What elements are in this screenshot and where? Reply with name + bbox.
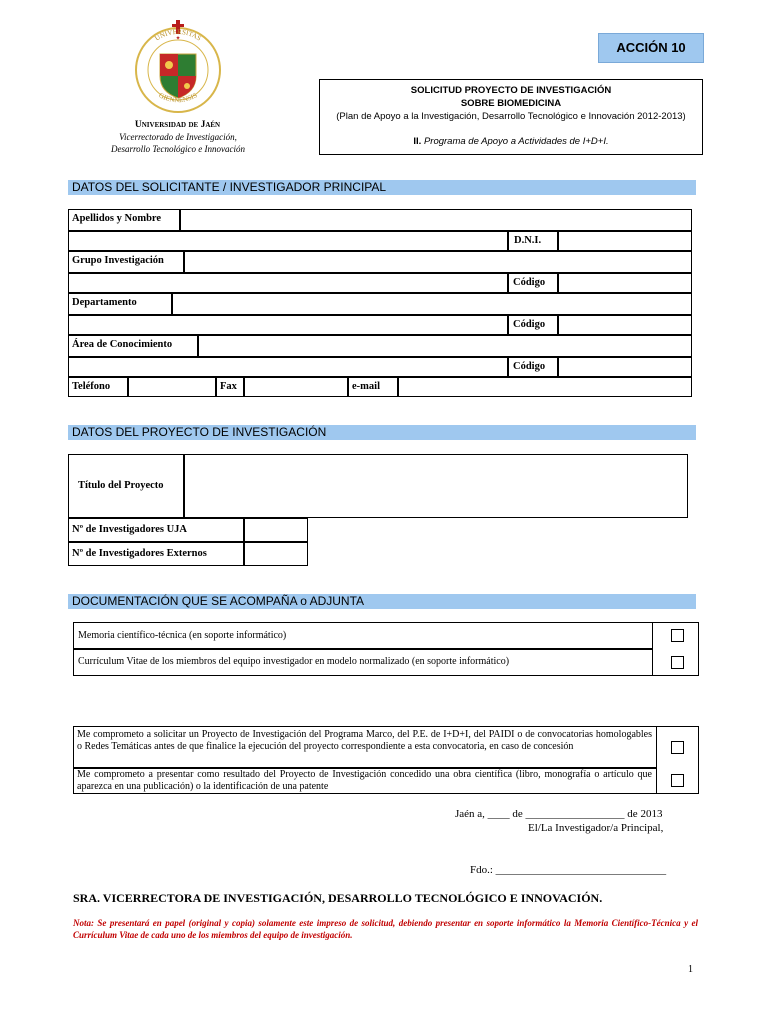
solicitud-title-line1: SOLICITUD PROYECTO DE INVESTIGACIÓN bbox=[410, 85, 612, 96]
dni-field[interactable] bbox=[558, 231, 692, 251]
page-number: 1 bbox=[688, 964, 693, 975]
destinatario: SRA. VICERRECTORA DE INVESTIGACIÓN, DESARROLLO TECNOLÓGICO E INNOVACIÓN. bbox=[73, 891, 603, 905]
solicitud-title-line2: SOBRE BIOMEDICINA bbox=[460, 98, 562, 109]
doc-item-1-label: Memoria científico-técnica (en soporte informático) bbox=[78, 630, 287, 641]
area-codigo-field[interactable] bbox=[558, 357, 692, 377]
doc-item-1-checkbox[interactable] bbox=[671, 629, 684, 642]
logo-top-text: UNIVERSITAS bbox=[153, 27, 203, 43]
email-label: e-mail bbox=[352, 381, 380, 392]
section-proyecto: DATOS DEL PROYECTO DE INVESTIGACIÓN bbox=[68, 425, 696, 440]
cargo-line: El/La Investigador/a Principal, bbox=[528, 822, 664, 834]
departamento-codigo-field[interactable] bbox=[558, 315, 692, 335]
plan-text: (Plan de Apoyo a la Investigación, Desarrollo Tecnológico e Innovación 2012-2013) bbox=[336, 111, 686, 122]
uja-label: Nº de Investigadores UJA bbox=[72, 524, 187, 535]
departamento-field[interactable] bbox=[172, 293, 692, 315]
titulo-field[interactable] bbox=[184, 454, 688, 518]
externos-field[interactable] bbox=[244, 542, 308, 566]
departamento-extra-field[interactable] bbox=[68, 315, 508, 335]
titulo-label: Título del Proyecto bbox=[78, 480, 164, 491]
university-logo bbox=[130, 18, 226, 114]
telefono-field[interactable] bbox=[128, 377, 216, 397]
uja-field[interactable] bbox=[244, 518, 308, 542]
apellidos-field[interactable] bbox=[180, 209, 692, 231]
vicerrectorado-text bbox=[84, 131, 272, 155]
apellidos-label: Apellidos y Nombre bbox=[72, 213, 162, 224]
compromiso-1-text: Me comprometo a solicitar un Proyecto de Investigación del Programa Marco, del P.E. de I+D+I, del PAIDI o de convocatorias homologables o Redes Temáticas antes de que finalice la ejecución del proyecto correspondiente a esta convocatoria, en caso de concesión bbox=[77, 729, 652, 752]
firma-line[interactable]: Fdo.: _______________________________ bbox=[470, 864, 667, 876]
area-label: Área de Conocimiento bbox=[72, 339, 173, 350]
grupo-field[interactable] bbox=[184, 251, 692, 273]
university-name: Universidad de Jaén bbox=[134, 120, 221, 130]
doc-item-2-label: Currículum Vitae de los miembros del equipo investigador en modelo normalizado (en soporte informático) bbox=[78, 656, 510, 667]
grupo-extra-field[interactable] bbox=[68, 273, 508, 293]
nota-text: Nota: Se presentará en papel (original y copia) solamente este impreso de solicitud, debiendo presentar en soporte informático la Memoria Científico-Técnica y el Currículum Vitae de cada uno de los miembros del equipo de investigación. bbox=[73, 918, 698, 940]
apellidos-extra-field[interactable] bbox=[68, 231, 508, 251]
grupo-codigo-field[interactable] bbox=[558, 273, 692, 293]
programa-number: II. bbox=[413, 136, 422, 147]
externos-label: Nº de Investigadores Externos bbox=[72, 548, 207, 559]
programa-name: Programa de Apoyo a Actividades de I+D+I. bbox=[423, 136, 609, 147]
area-codigo-label: Código bbox=[513, 361, 546, 372]
doc-item-2-checkbox[interactable] bbox=[671, 656, 684, 669]
section-solicitante: DATOS DEL SOLICITANTE / INVESTIGADOR PRINCIPAL bbox=[68, 180, 696, 195]
section-documentacion: DOCUMENTACIÓN QUE SE ACOMPAÑA o ADJUNTA bbox=[68, 594, 696, 609]
programa-text bbox=[320, 136, 702, 147]
area-extra-field[interactable] bbox=[68, 357, 508, 377]
solicitud-title bbox=[320, 84, 702, 110]
compromiso-2-checkbox[interactable] bbox=[671, 774, 684, 787]
email-field[interactable] bbox=[398, 377, 692, 397]
compromiso-2-text: Me comprometo a presentar como resultado del Proyecto de Investigación concedido una obra científica (libro, monografía o artículo que aparezca en una publicación) o la identificación de una patente bbox=[77, 769, 652, 792]
fax-field[interactable] bbox=[244, 377, 348, 397]
svg-text:✦: ✦ bbox=[175, 36, 181, 42]
accion-badge: ACCIÓN 10 bbox=[598, 33, 704, 63]
fecha-line[interactable]: Jaén a, ____ de __________________ de 2013 bbox=[455, 808, 663, 820]
vicerrectorado-line2: Desarrollo Tecnológico e Innovación bbox=[110, 144, 246, 154]
compromiso-1-checkbox[interactable] bbox=[671, 741, 684, 754]
vicerrectorado-line1: Vicerrectorado de Investigación, bbox=[119, 132, 237, 142]
solicitud-header-box bbox=[319, 79, 703, 155]
fax-label: Fax bbox=[220, 381, 237, 392]
dni-label: D.N.I. bbox=[514, 235, 542, 246]
area-field[interactable] bbox=[198, 335, 692, 357]
grupo-label: Grupo Investigación bbox=[72, 255, 164, 266]
departamento-label: Departamento bbox=[72, 297, 137, 308]
telefono-label: Teléfono bbox=[72, 381, 111, 392]
grupo-codigo-label: Código bbox=[513, 277, 546, 288]
departamento-codigo-label: Código bbox=[513, 319, 546, 330]
logo-bottom-text: GIENNENSIS bbox=[157, 91, 199, 105]
